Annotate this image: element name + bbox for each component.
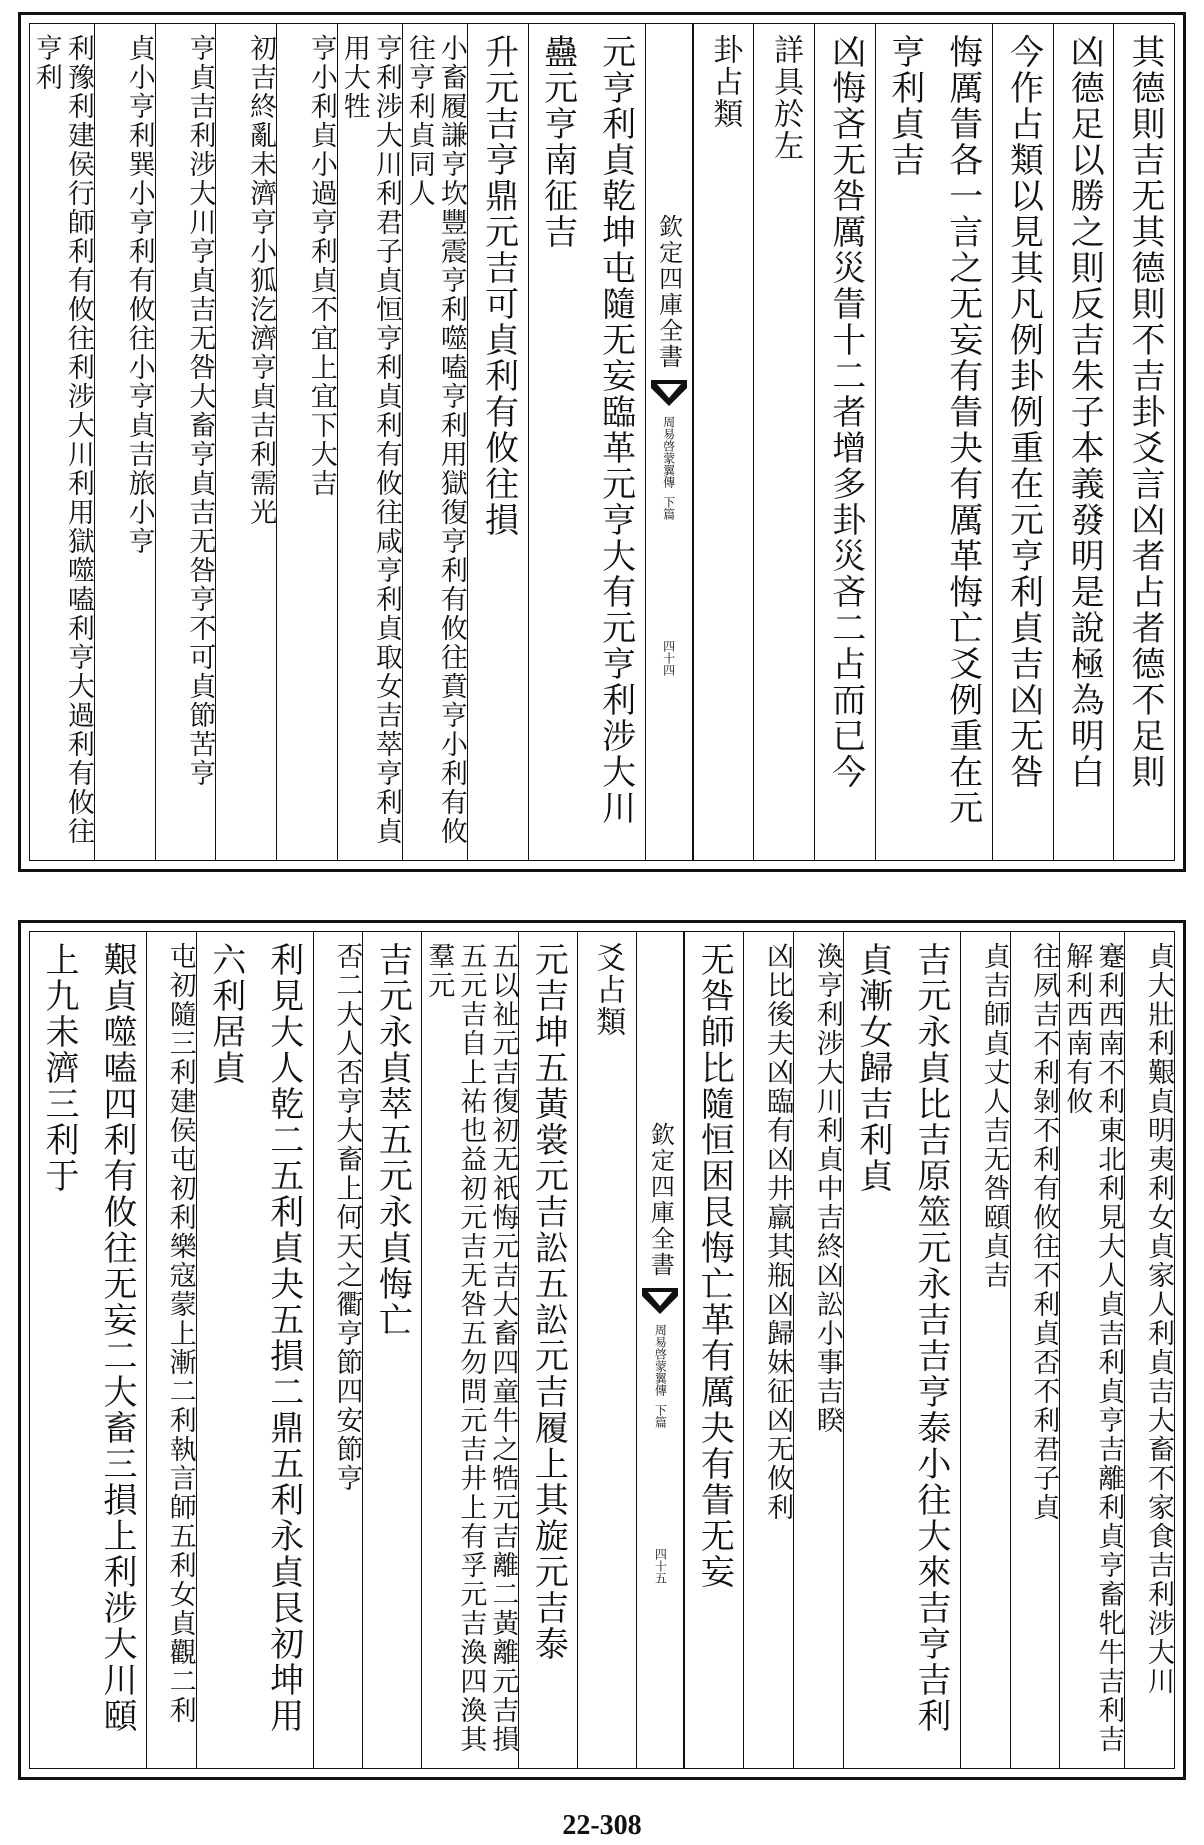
text-column: 否二大人否亨大畜上何天之衢亨節四安節亨 (313, 932, 363, 1768)
page-number: 22-308 (562, 1810, 642, 1841)
section-heading: 卦占類 (693, 24, 754, 860)
text-column: 利見大人乾二五利貞夬五損二鼎五利永貞艮初坤用六利居貞 (196, 932, 313, 1768)
text-column: 貞吉師貞丈人吉无咎頤貞吉 (960, 932, 1010, 1768)
text-column: 初吉終亂未濟亨小狐汔濟亨貞吉利需光 (215, 24, 276, 860)
lower-text-columns (29, 931, 1175, 1769)
volume-section: 下篇 (661, 496, 676, 520)
fish-tail-mark-icon (649, 378, 689, 408)
folio-number: 四十五 (653, 1548, 668, 1584)
text-column: 凶比後夫凶臨有凶井羸其瓶凶歸妹征凶无攸利 (743, 932, 793, 1768)
text-column: 亨利涉大川利君子貞恒亨利貞利有攸往咸亨利貞取女吉萃亨利貞用大牲 (337, 24, 402, 860)
text-column: 艱貞噬嗑四利有攸往无妄二大畜三損上利涉大川頤上九未濟三利于 (38, 942, 137, 1734)
text-column: 吉元永貞比吉原筮元永吉吉亨泰小往大來吉亨吉利貞漸女歸吉利貞 (843, 932, 960, 1768)
text-column: 貞大壯利艱貞明夷利女貞家人利貞吉大畜不家食吉利涉大川 (1124, 932, 1174, 1768)
section-heading: 爻占類 (577, 932, 636, 1768)
text-column: 貞小亨利巽小亨利有攸往小亨貞吉旅小亨 (94, 24, 155, 860)
text-column: 小畜履謙亨坎豐震亨利噬嗑亨利用獄復亨利有攸往賁亨小利有攸往亨利貞同人 (402, 24, 467, 860)
upper-text-columns (29, 23, 1175, 861)
text-column: 亨小利貞小過亨利貞不宜上宜下大吉 (276, 24, 337, 860)
section-heading: 詳具於左 (753, 24, 814, 860)
text-column: 蹇利西南不利東北利見大人貞吉利貞亨吉離利貞亨畜牝牛吉利吉解利西南有攸 (1059, 932, 1124, 1768)
book-title: 欽定四庫全書 (646, 1122, 675, 1278)
text-column: 凶德足以勝之則反吉朱子本義發明是說極為明白 (1053, 24, 1114, 860)
text-column: 凶悔吝无咎厲災眚十二者增多卦災吝二占而已今 (814, 24, 875, 860)
text-column: 亨貞吉利涉大川亨貞吉无咎大畜亨貞吉无咎亨不可貞節苦亨 (155, 24, 216, 860)
book-title: 欽定四庫全書 (654, 214, 683, 370)
book-title-banner (636, 932, 684, 1768)
text-column: 吉元永貞萃五元永貞悔亡 (362, 932, 421, 1768)
text-column: 今作占類以見其凡例卦例重在元亨利貞吉凶无咎 (992, 24, 1053, 860)
text-column: 五以祉元吉復初无祇悔元吉大畜四童牛之牿元吉離二黃離元吉損五元吉自上祐也益初元吉无咎五勿問元吉井上有孚元吉渙四渙其羣元 (421, 932, 518, 1768)
book-title-banner (645, 24, 693, 860)
lower-page-frame (18, 920, 1186, 1780)
text-column: 利豫利建侯行師利有攸往利涉大川利用獄噬嗑利亨大過利有攸往亨利 (30, 34, 94, 846)
text-column: 元亨利貞乾坤屯隨无妄臨革元亨大有元亨利涉大川蠱元亨南征吉 (528, 24, 645, 860)
fish-tail-mark-icon (640, 1286, 680, 1316)
text-column: 往夙吉不利剝不利有攸往不利貞否不利君子貞 (1010, 932, 1060, 1768)
text-column: 升元吉亨鼎元吉可貞利有攸往損 (467, 24, 528, 860)
volume-title: 周易啓蒙翼傳 (661, 416, 676, 488)
volume-section: 下篇 (653, 1404, 668, 1428)
upper-page-frame (18, 12, 1186, 872)
text-column: 渙亨利涉大川利貞中吉終凶訟小事吉睽 (793, 932, 843, 1768)
text-column: 其德則吉无其德則不吉卦爻言凶者占者德不足則 (1113, 24, 1174, 860)
text-column: 屯初隨三利建侯屯初利樂寇蒙上漸二利執言師五利女貞觀二利 (146, 932, 196, 1768)
folio-number: 四十四 (661, 640, 676, 676)
volume-title: 周易啓蒙翼傳 (653, 1324, 668, 1396)
text-column: 元吉坤五黃裳元吉訟五訟元吉履上其旋元吉泰 (518, 932, 577, 1768)
text-column: 无咎師比隨恒困艮悔亡革有厲夬有眚无妄 (684, 932, 743, 1768)
text-column: 悔厲眚各一言之无妄有眚夬有厲革悔亡爻例重在元亨利貞吉 (875, 24, 992, 860)
